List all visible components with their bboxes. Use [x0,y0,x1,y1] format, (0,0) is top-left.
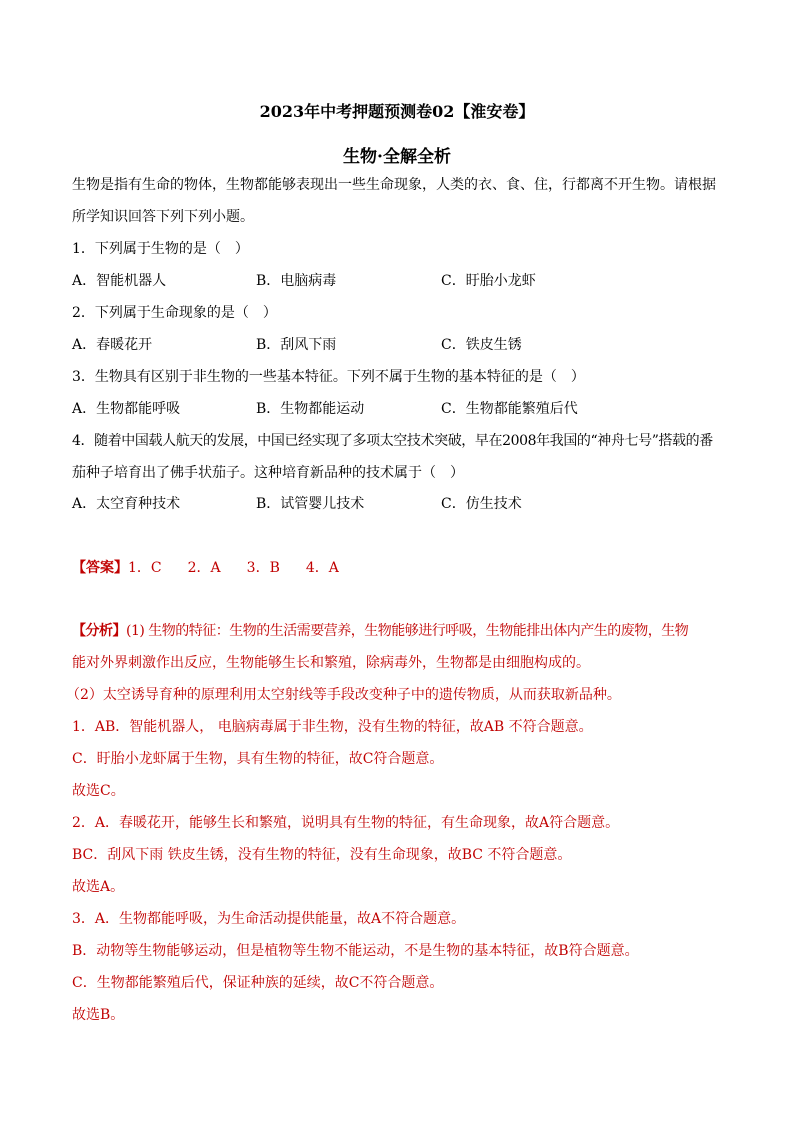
question-stem-4-cont: 茄种子培育出了佛手状茄子。这种培育新品种的技术属于（ ） [72,465,464,481]
analysis-line: C．盱胎小龙虾属于生物，具有生物的特征，故C符合题意。 [72,751,444,767]
option-c: C．铁皮生锈 [441,337,522,353]
intro-line: 所学知识回答下列下列小题。 [72,209,254,225]
analysis-line: （2）太空诱导育种的原理利用太空射线等手段改变种子中的遗传物质，从而获取新品种。 [66,687,621,703]
option-c: C．生物都能繁殖后代 [441,401,578,417]
analysis-line: 2．A．春暖花开，能够生长和繁殖，说明具有生物的特征，有生命现象，故A符合题意。 [72,815,620,831]
intro-line: 生物是指有生命的物体，生物都能够表现出一些生命现象，人类的衣、食、住，行都离不开生物。请根据 [72,177,716,193]
option-a: A．春暖花开 [72,337,153,353]
analysis-label: 【分析】 [72,623,126,639]
analysis-text: (1) 生物的特征：生物的生活需要营养，生物能够进行呼吸，生物能排出体内产生的废物，生物 [126,623,689,639]
analysis-line: 故选C。 [72,783,125,799]
analysis-line: B．动物等生物能够运动，但是植物等生物不能运动，不是生物的基本特征，故B符合题意。 [72,943,639,959]
question-stem-3: 3．生物具有区别于非生物的一些基本特征。下列不属于生物的基本特征的是（ ） [72,369,585,385]
question-stem-4: 4．随着中国载人航天的发展，中国已经实现了多项太空技术突破，早在2008年我国的“神舟七号”搭载的番 [72,433,713,449]
option-c: C．盱胎小龙虾 [441,273,536,289]
analysis-line: 故选B。 [72,1007,125,1023]
question-stem-2: 2．下列属于生命现象的是（ ） [72,305,277,321]
question-stem-1: 1．下列属于生物的是（ ） [72,241,249,257]
option-b: B．电脑病毒 [256,273,337,289]
answer-item: 2．A [187,560,221,576]
option-c: C．仿生技术 [441,496,522,512]
option-b: B．刮风下雨 [256,337,337,353]
page-title: 2023年中考押题预测卷02【淮安卷】 [259,102,535,121]
analysis-line-first [72,621,732,641]
option-a: A．生物都能呼吸 [72,401,181,417]
option-b: B．试管婴儿技术 [256,496,365,512]
page-subtitle: 生物·全解全析 [343,147,451,167]
option-a: A．智能机器人 [72,273,167,289]
analysis-line: 1．AB．智能机器人， 电脑病毒属于非生物，没有生物的特征，故AB 不符合题意。 [72,719,593,735]
option-b: B．生物都能运动 [256,401,365,417]
answer-item: 4．A [305,560,339,576]
analysis-line: 3．A．生物都能呼吸，为生命活动提供能量，故A不符合题意。 [72,911,466,927]
answer-label: 【答案】 [72,560,128,576]
option-a: A．太空育种技术 [72,496,181,512]
answer-item: 1．C [128,560,162,576]
answer-line [72,558,732,578]
answer-item: 3．B [246,560,280,576]
analysis-line: C．生物都能繁殖后代，保证种族的延续，故C不符合题意。 [72,975,444,991]
analysis-line: 故选A。 [72,879,125,895]
analysis-line: BC．刮风下雨 铁皮生锈，没有生物的特征，没有生命现象，故BC 不符合题意。 [72,847,572,863]
analysis-line: 能对外界刺激作出反应，生物能够生长和繁殖，除病毒外，生物都是由细胞构成的。 [72,655,590,671]
